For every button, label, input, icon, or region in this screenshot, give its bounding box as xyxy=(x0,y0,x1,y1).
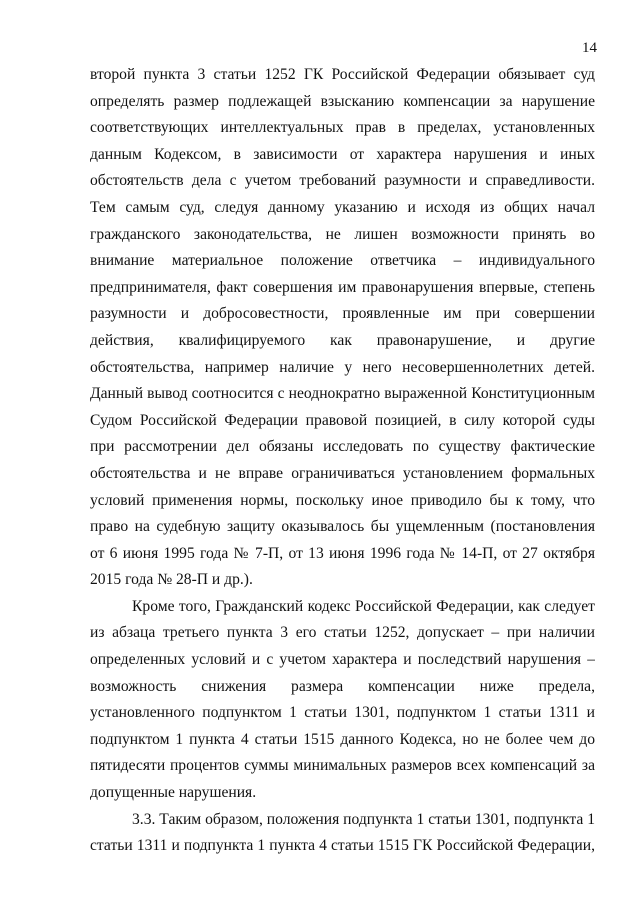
text-line: внимание материальное положение ответчика – индивидуального xyxy=(90,252,595,270)
text-line: условий применения нормы, поскольку иное приводило бы к тому, что xyxy=(90,491,595,509)
text-line: Кроме того, Гражданский кодекс Российской Федерации, как следует xyxy=(132,597,595,615)
text-line: из абзаца третьего пункта 3 его статьи 1252, допускает – при наличии xyxy=(90,624,595,642)
text-line: возможность снижения размера компенсации ниже предела, xyxy=(90,677,595,695)
text-line: определенных условий и с учетом характера и последствий нарушения – xyxy=(90,651,595,669)
text-line: гражданского законодательства, не лишен возможности принять во xyxy=(90,225,595,243)
text-line: подпунктом 1 пункта 4 статьи 1515 данного Кодекса, но не более чем до xyxy=(90,730,595,748)
text-line: Судом Российской Федерации правовой позицией, в силу которой суды xyxy=(90,411,595,429)
text-line: разумности и добросовестности, проявленные им при совершении xyxy=(90,305,595,323)
text-line: обстоятельств дела с учетом требований разумности и справедливости. xyxy=(90,172,595,190)
text-line: 3.3. Таким образом, положения подпункта 1 статьи 1301, подпункта 1 xyxy=(132,810,595,828)
text-line: предпринимателя, факт совершения им правонарушения впервые, степень xyxy=(90,278,595,296)
text-line: Тем самым суд, следуя данному указанию и исходя из общих начал xyxy=(90,198,595,216)
text-line: установленного подпунктом 1 статьи 1301, подпунктом 1 статьи 1311 и xyxy=(90,704,595,722)
text-line: при рассмотрении дел обязаны исследовать по существу фактические xyxy=(90,438,595,456)
text-line: 2015 года № 28-П и др.). xyxy=(90,571,253,589)
text-line: обстоятельства и не вправе ограничиваться установлением формальных xyxy=(90,464,595,482)
text-line: допущенные нарушения. xyxy=(90,784,257,802)
text-line: от 6 июня 1995 года № 7-П, от 13 июня 1996 года № 14-П, от 27 октября xyxy=(90,544,595,562)
text-line: Данный вывод соотносится с неоднократно выраженной Конституционным xyxy=(90,385,595,403)
text-line: соответствующих интеллектуальных прав в пределах, установленных xyxy=(90,119,595,137)
text-line: обстоятельства, например наличие у него несовершеннолетних детей. xyxy=(90,358,595,376)
text-line: право на судебную защиту оказывалось бы ущемленным (постановления xyxy=(90,518,595,536)
text-line: второй пункта 3 статьи 1252 ГК Российской Федерации обязывает суд xyxy=(90,66,595,83)
text-line: данным Кодексом, в зависимости от характера нарушения и иных xyxy=(90,145,595,163)
text-line: действия, квалифицируемого как правонарушение, и другие xyxy=(90,331,595,349)
text-line: пятидесяти процентов суммы минимальных размеров всех компенсаций за xyxy=(90,757,595,775)
text-line: статьи 1311 и подпункта 1 пункта 4 статьи 1515 ГК Российской Федерации, xyxy=(90,837,595,855)
document-body xyxy=(90,62,595,860)
text-line: определять размер подлежащей взысканию компенсации за нарушение xyxy=(90,92,595,110)
page-number: 14 xyxy=(582,40,597,56)
